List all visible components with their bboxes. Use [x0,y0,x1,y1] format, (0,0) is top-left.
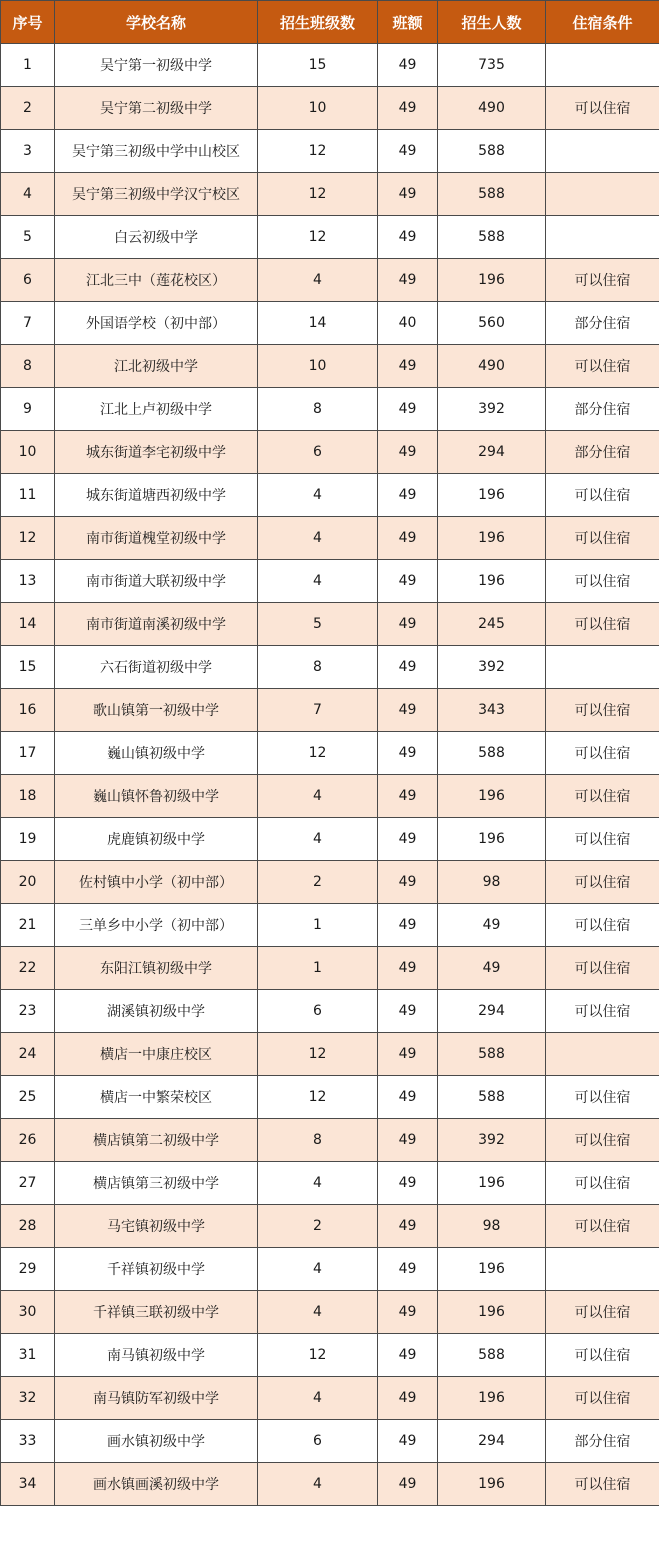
cell-boarding: 部分住宿 [546,431,659,474]
cell-class-size: 49 [378,1119,438,1162]
cell-boarding: 可以住宿 [546,259,659,302]
cell-enrollment: 588 [438,732,546,775]
cell-index: 18 [1,775,55,818]
cell-class-size: 40 [378,302,438,345]
cell-class-count: 12 [258,1334,378,1377]
cell-boarding: 可以住宿 [546,1377,659,1420]
table-row [1,603,659,646]
cell-enrollment: 588 [438,1033,546,1076]
cell-class-count: 4 [258,259,378,302]
cell-class-count: 4 [258,1291,378,1334]
table-row [1,302,659,345]
cell-boarding: 可以住宿 [546,732,659,775]
cell-index: 23 [1,990,55,1033]
cell-index: 27 [1,1162,55,1205]
cell-enrollment: 196 [438,775,546,818]
cell-enrollment: 196 [438,1248,546,1291]
cell-class-count: 12 [258,173,378,216]
cell-class-size: 49 [378,861,438,904]
table-row [1,732,659,775]
cell-index: 17 [1,732,55,775]
cell-class-size: 49 [378,87,438,130]
cell-class-size: 49 [378,474,438,517]
cell-class-size: 49 [378,216,438,259]
cell-index: 5 [1,216,55,259]
cell-class-count: 4 [258,1162,378,1205]
cell-index: 9 [1,388,55,431]
cell-boarding: 可以住宿 [546,990,659,1033]
cell-enrollment: 392 [438,388,546,431]
cell-class-size: 49 [378,1033,438,1076]
cell-enrollment: 343 [438,689,546,732]
cell-school-name: 吴宁第三初级中学汉宁校区 [55,173,258,216]
cell-boarding: 可以住宿 [546,474,659,517]
cell-boarding: 可以住宿 [546,861,659,904]
cell-enrollment: 392 [438,646,546,689]
cell-school-name: 歌山镇第一初级中学 [55,689,258,732]
cell-class-count: 4 [258,1248,378,1291]
table-row [1,990,659,1033]
cell-enrollment: 49 [438,947,546,990]
cell-boarding [546,1248,659,1291]
cell-school-name: 江北初级中学 [55,345,258,388]
cell-index: 10 [1,431,55,474]
table-row [1,947,659,990]
cell-index: 30 [1,1291,55,1334]
cell-class-count: 14 [258,302,378,345]
cell-enrollment: 392 [438,1119,546,1162]
cell-class-count: 15 [258,44,378,87]
cell-class-size: 49 [378,1291,438,1334]
table-row [1,216,659,259]
cell-enrollment: 245 [438,603,546,646]
table-row [1,1291,659,1334]
cell-class-size: 49 [378,1205,438,1248]
cell-class-size: 49 [378,517,438,560]
cell-class-count: 4 [258,775,378,818]
cell-school-name: 横店镇第三初级中学 [55,1162,258,1205]
cell-enrollment: 560 [438,302,546,345]
cell-enrollment: 49 [438,904,546,947]
cell-index: 1 [1,44,55,87]
table-row [1,345,659,388]
table-row [1,1119,659,1162]
cell-class-size: 49 [378,1334,438,1377]
cell-school-name: 巍山镇怀鲁初级中学 [55,775,258,818]
cell-index: 7 [1,302,55,345]
cell-class-count: 2 [258,1205,378,1248]
cell-boarding: 可以住宿 [546,775,659,818]
cell-boarding [546,216,659,259]
table-row [1,1076,659,1119]
cell-index: 13 [1,560,55,603]
cell-enrollment: 588 [438,1076,546,1119]
cell-enrollment: 196 [438,818,546,861]
cell-boarding: 部分住宿 [546,302,659,345]
cell-enrollment: 588 [438,1334,546,1377]
table-row [1,474,659,517]
cell-boarding: 可以住宿 [546,560,659,603]
cell-class-count: 12 [258,1076,378,1119]
cell-enrollment: 196 [438,1291,546,1334]
cell-index: 26 [1,1119,55,1162]
cell-class-size: 49 [378,560,438,603]
cell-class-count: 6 [258,431,378,474]
cell-index: 20 [1,861,55,904]
cell-school-name: 城东街道李宅初级中学 [55,431,258,474]
table-row [1,904,659,947]
cell-index: 32 [1,1377,55,1420]
cell-class-count: 10 [258,345,378,388]
header-row [1,1,659,44]
cell-class-size: 49 [378,775,438,818]
cell-enrollment: 294 [438,431,546,474]
cell-class-count: 6 [258,1420,378,1463]
table-row [1,560,659,603]
cell-boarding: 可以住宿 [546,345,659,388]
cell-index: 12 [1,517,55,560]
table-header [1,1,659,44]
cell-index: 6 [1,259,55,302]
table-row [1,44,659,87]
cell-class-size: 49 [378,1377,438,1420]
cell-school-name: 横店一中繁荣校区 [55,1076,258,1119]
cell-index: 21 [1,904,55,947]
cell-class-size: 49 [378,1463,438,1506]
cell-class-size: 49 [378,1076,438,1119]
cell-class-count: 12 [258,216,378,259]
cell-index: 16 [1,689,55,732]
header-class-size: 班额 [378,1,438,44]
cell-class-count: 1 [258,947,378,990]
cell-class-size: 49 [378,44,438,87]
cell-class-count: 1 [258,904,378,947]
cell-boarding [546,44,659,87]
table-row [1,861,659,904]
table-row [1,1377,659,1420]
cell-school-name: 东阳江镇初级中学 [55,947,258,990]
cell-class-count: 4 [258,1463,378,1506]
cell-boarding [546,130,659,173]
cell-index: 8 [1,345,55,388]
cell-class-size: 49 [378,732,438,775]
cell-boarding: 可以住宿 [546,1205,659,1248]
cell-class-count: 7 [258,689,378,732]
cell-class-count: 12 [258,130,378,173]
cell-class-count: 4 [258,560,378,603]
cell-class-count: 8 [258,388,378,431]
table-row [1,173,659,216]
cell-index: 28 [1,1205,55,1248]
cell-school-name: 吴宁第三初级中学中山校区 [55,130,258,173]
header-school-name: 学校名称 [55,1,258,44]
cell-class-size: 49 [378,1248,438,1291]
cell-boarding: 可以住宿 [546,818,659,861]
cell-school-name: 白云初级中学 [55,216,258,259]
cell-enrollment: 735 [438,44,546,87]
cell-index: 25 [1,1076,55,1119]
cell-class-count: 5 [258,603,378,646]
cell-class-count: 4 [258,474,378,517]
table-row [1,130,659,173]
cell-boarding: 可以住宿 [546,1119,659,1162]
cell-school-name: 横店一中康庄校区 [55,1033,258,1076]
table-row [1,1205,659,1248]
cell-index: 15 [1,646,55,689]
cell-school-name: 江北上卢初级中学 [55,388,258,431]
header-boarding: 住宿条件 [546,1,659,44]
cell-index: 2 [1,87,55,130]
table-row [1,1463,659,1506]
cell-enrollment: 588 [438,130,546,173]
cell-boarding: 可以住宿 [546,1334,659,1377]
cell-boarding: 可以住宿 [546,1291,659,1334]
cell-enrollment: 98 [438,861,546,904]
table-body [1,44,659,1506]
cell-class-count: 4 [258,1377,378,1420]
cell-boarding: 可以住宿 [546,87,659,130]
cell-school-name: 马宅镇初级中学 [55,1205,258,1248]
cell-class-size: 49 [378,603,438,646]
cell-boarding: 部分住宿 [546,388,659,431]
cell-enrollment: 196 [438,517,546,560]
cell-school-name: 江北三中（莲花校区） [55,259,258,302]
cell-index: 19 [1,818,55,861]
table-row [1,388,659,431]
cell-class-size: 49 [378,990,438,1033]
cell-school-name: 南马镇初级中学 [55,1334,258,1377]
table-row [1,431,659,474]
table-row [1,259,659,302]
cell-boarding: 可以住宿 [546,947,659,990]
header-enrollment: 招生人数 [438,1,546,44]
cell-class-size: 49 [378,947,438,990]
cell-class-size: 49 [378,173,438,216]
cell-enrollment: 294 [438,990,546,1033]
cell-class-size: 49 [378,431,438,474]
cell-class-size: 49 [378,259,438,302]
table-row [1,1248,659,1291]
table-row [1,818,659,861]
table-row [1,1033,659,1076]
cell-index: 29 [1,1248,55,1291]
header-index: 序号 [1,1,55,44]
cell-enrollment: 196 [438,1162,546,1205]
cell-class-count: 4 [258,517,378,560]
cell-school-name: 画水镇初级中学 [55,1420,258,1463]
cell-enrollment: 98 [438,1205,546,1248]
cell-enrollment: 490 [438,87,546,130]
cell-class-size: 49 [378,1420,438,1463]
cell-enrollment: 588 [438,173,546,216]
cell-index: 4 [1,173,55,216]
cell-school-name: 南市街道南溪初级中学 [55,603,258,646]
cell-school-name: 吴宁第二初级中学 [55,87,258,130]
cell-school-name: 千祥镇初级中学 [55,1248,258,1291]
cell-class-size: 49 [378,130,438,173]
cell-enrollment: 196 [438,560,546,603]
cell-index: 14 [1,603,55,646]
cell-boarding: 可以住宿 [546,1463,659,1506]
cell-boarding [546,173,659,216]
table-row [1,775,659,818]
cell-enrollment: 588 [438,216,546,259]
cell-enrollment: 196 [438,1377,546,1420]
table-row [1,1162,659,1205]
cell-school-name: 南市街道大联初级中学 [55,560,258,603]
table-row [1,689,659,732]
cell-class-size: 49 [378,904,438,947]
cell-index: 24 [1,1033,55,1076]
cell-school-name: 南马镇防军初级中学 [55,1377,258,1420]
cell-class-size: 49 [378,646,438,689]
table-row [1,1420,659,1463]
cell-school-name: 南市街道槐堂初级中学 [55,517,258,560]
cell-boarding: 可以住宿 [546,1076,659,1119]
cell-class-count: 12 [258,732,378,775]
cell-boarding [546,1033,659,1076]
cell-enrollment: 196 [438,1463,546,1506]
cell-class-size: 49 [378,1162,438,1205]
cell-boarding: 可以住宿 [546,904,659,947]
cell-class-count: 8 [258,646,378,689]
cell-index: 3 [1,130,55,173]
cell-index: 11 [1,474,55,517]
cell-class-count: 6 [258,990,378,1033]
cell-class-count: 8 [258,1119,378,1162]
cell-index: 34 [1,1463,55,1506]
cell-school-name: 佐村镇中小学（初中部） [55,861,258,904]
cell-school-name: 虎鹿镇初级中学 [55,818,258,861]
cell-school-name: 外国语学校（初中部） [55,302,258,345]
cell-enrollment: 196 [438,474,546,517]
cell-school-name: 吴宁第一初级中学 [55,44,258,87]
cell-school-name: 画水镇画溪初级中学 [55,1463,258,1506]
cell-class-size: 49 [378,388,438,431]
cell-boarding: 可以住宿 [546,689,659,732]
cell-index: 22 [1,947,55,990]
cell-school-name: 巍山镇初级中学 [55,732,258,775]
cell-enrollment: 196 [438,259,546,302]
cell-index: 31 [1,1334,55,1377]
cell-school-name: 湖溪镇初级中学 [55,990,258,1033]
cell-class-count: 2 [258,861,378,904]
cell-enrollment: 490 [438,345,546,388]
cell-boarding: 可以住宿 [546,603,659,646]
cell-school-name: 三单乡中小学（初中部） [55,904,258,947]
table-row [1,646,659,689]
cell-enrollment: 294 [438,1420,546,1463]
header-class-count: 招生班级数 [258,1,378,44]
cell-class-count: 10 [258,87,378,130]
table-row [1,517,659,560]
table-row [1,87,659,130]
cell-class-count: 4 [258,818,378,861]
cell-boarding [546,646,659,689]
cell-class-size: 49 [378,345,438,388]
cell-boarding: 可以住宿 [546,517,659,560]
cell-school-name: 城东街道塘西初级中学 [55,474,258,517]
cell-class-count: 12 [258,1033,378,1076]
cell-school-name: 千祥镇三联初级中学 [55,1291,258,1334]
cell-index: 33 [1,1420,55,1463]
cell-class-size: 49 [378,818,438,861]
table-row [1,1334,659,1377]
cell-boarding: 部分住宿 [546,1420,659,1463]
cell-class-size: 49 [378,689,438,732]
cell-school-name: 六石街道初级中学 [55,646,258,689]
cell-boarding: 可以住宿 [546,1162,659,1205]
cell-school-name: 横店镇第二初级中学 [55,1119,258,1162]
